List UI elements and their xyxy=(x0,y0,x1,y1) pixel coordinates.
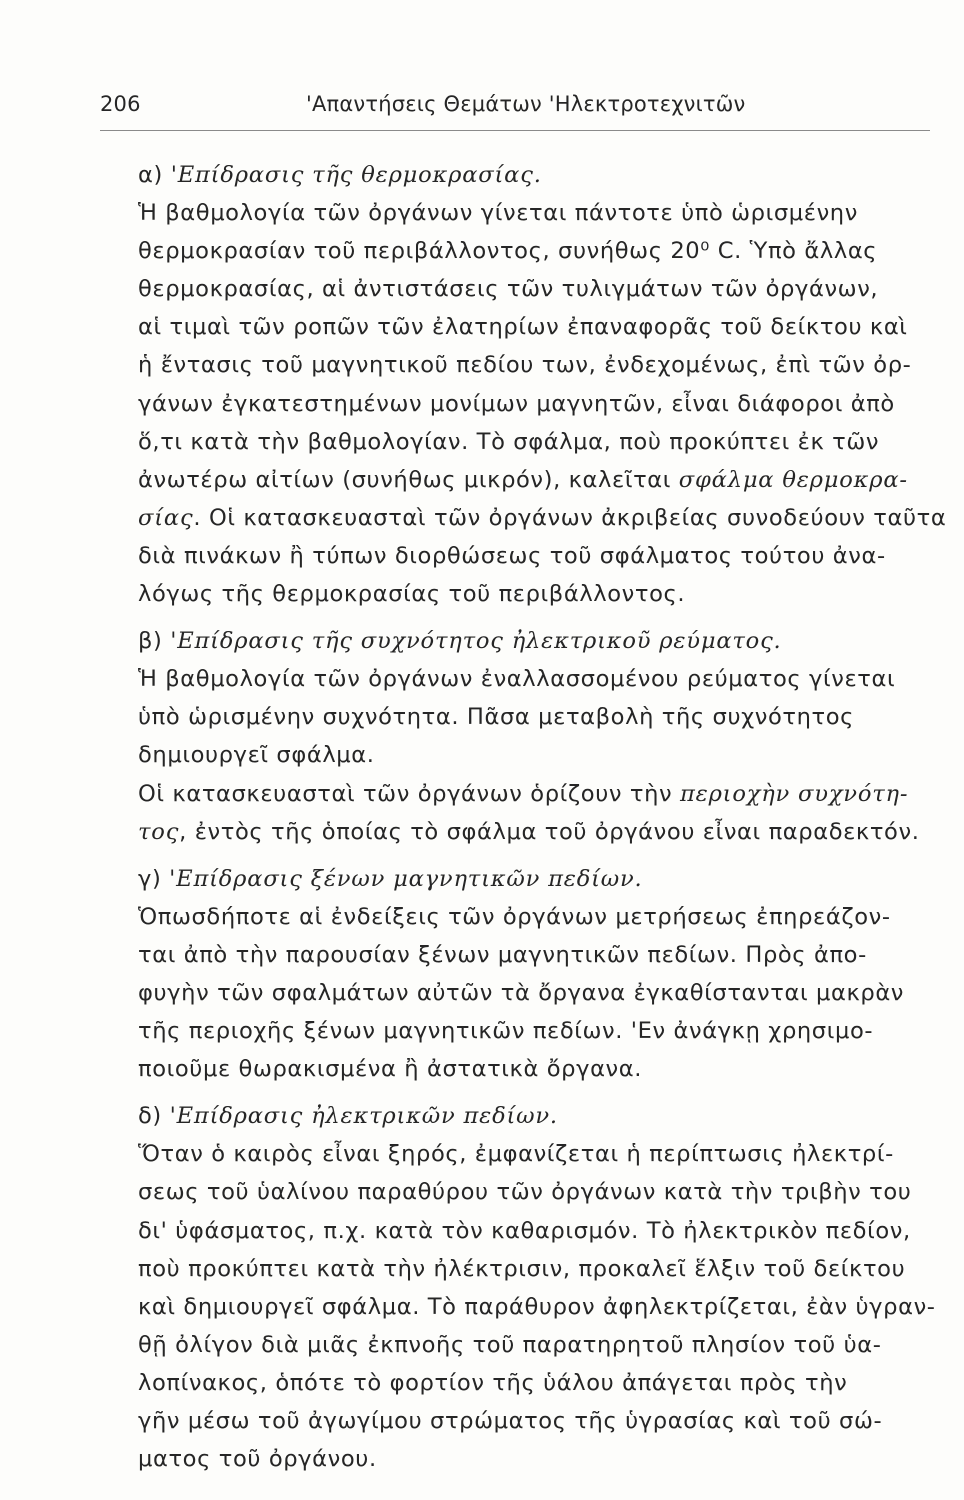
paragraph-line: δι' ὑφάσματος, π.χ. κατὰ τὸν καθαρισμόν. Τὸ ἠλεκτρικὸν πεδίον, xyxy=(138,1217,911,1244)
paragraph-line: λόγως τῆς θερμοκρασίας τοῦ περιβάλλοντος. xyxy=(138,581,686,608)
paragraph-line: ἡ ἔντασις τοῦ μαγνητικοῦ πεδίου των, ἐνδεχομένως, ἐπὶ τῶν ὀρ- xyxy=(138,352,912,379)
paragraph-line: σίας. Οἱ κατασκευασταὶ τῶν ὀργάνων ἀκριβείας συνοδεύουν ταῦτα xyxy=(138,504,947,531)
running-title: 'Απαντήσεις Θεμάτων 'Ηλεκτροτεχνιτῶν xyxy=(306,92,746,116)
paragraph-line: Ὅταν ὁ καιρὸς εἶναι ξηρός, ἐμφανίζεται ἡ περίπτωσις ἠλεκτρί- xyxy=(138,1141,894,1168)
header-rule xyxy=(100,130,930,131)
paragraph-line: ματος τοῦ ὀργάνου. xyxy=(138,1446,377,1473)
running-header xyxy=(100,92,930,126)
paragraph-line: ὑπὸ ὡρισμένην συχνότητα. Πᾶσα μεταβολὴ τῆς συχνότητος xyxy=(138,704,855,731)
paragraph-line: λοπίνακος, ὁπότε τὸ φορτίον τῆς ὑάλου ἀπάγεται πρὸς τὴν xyxy=(138,1369,848,1396)
paragraph-line: ποὺ προκύπτει κατὰ τὴν ἠλέκτρισιν, προκαλεῖ ἕλξιν τοῦ δείκτου xyxy=(138,1255,906,1282)
paragraph-line: αἱ τιμαὶ τῶν ροπῶν τῶν ἐλατηρίων ἐπαναφορᾶς τοῦ δείκτου καὶ xyxy=(138,314,908,341)
paragraph-line: Ἡ βαθμολογία τῶν ὀργάνων γίνεται πάντοτε ὑπὸ ὡρισμένην xyxy=(138,200,858,227)
page-body xyxy=(138,156,947,1478)
paragraph-line: Οἱ κατασκευασταὶ τῶν ὀργάνων ὁρίζουν τὴν περιοχὴν συχνότη- xyxy=(138,780,909,807)
italic-term: τος xyxy=(138,818,180,845)
paragraph-line: ποιοῦμε θωρακισμένα ἢ ἀστατικὰ ὄργανα. xyxy=(138,1056,643,1083)
italic-term: σίας xyxy=(138,504,194,531)
paragraph-line: ὅ,τι κατὰ τὴν βαθμολογίαν. Τὸ σφάλμα, ποὺ προκύπτει ἐκ τῶν xyxy=(138,428,880,455)
section-heading-delta: δ) 'Επίδρασις ἠλεκτρικῶν πεδίων. xyxy=(138,1103,558,1130)
paragraph-line: καὶ δημιουργεῖ σφάλμα. Τὸ παράθυρον ἀφηλεκτρίζεται, ἐὰν ὑγραν- xyxy=(138,1293,936,1320)
paragraph-line: γῆν μέσω τοῦ ἀγωγίμου στρώματος τῆς ὑγρασίας καὶ τοῦ σώ- xyxy=(138,1408,883,1434)
italic-term: περιοχὴν συχνότη- xyxy=(680,780,909,807)
paragraph-line: τος, ἐντὸς τῆς ὁποίας τὸ σφάλμα τοῦ ὀργάνου εἶναι παραδεκτόν. xyxy=(138,818,920,845)
paragraph-line: ἀνωτέρω αἰτίων (συνήθως μικρόν), καλεῖται σφάλμα θερμοκρα- xyxy=(138,466,908,493)
paragraph-line: διὰ πινάκων ἢ τύπων διορθώσεως τοῦ σφάλματος τούτου ἀνα- xyxy=(138,542,886,569)
paragraph-line: σεως τοῦ ὑαλίνου παραθύρου τῶν ὀργάνων κατὰ τὴν τριβὴν του xyxy=(138,1179,912,1206)
paragraph-line: θερμοκρασίαν τοῦ περιβάλλοντος, συνήθως 20⁰ C. Ὑπὸ ἄλλας xyxy=(138,238,878,265)
paragraph-line: Ἡ βαθμολογία τῶν ὀργάνων ἐναλλασσομένου ρεύματος γίνεται xyxy=(138,666,896,693)
paragraph-line: Ὁπωσδήποτε αἱ ἐνδείξεις τῶν ὀργάνων μετρήσεως ἐπηρεάζον- xyxy=(138,903,891,930)
section-heading-alpha: α) 'Επίδρασις τῆς θερμοκρασίας. xyxy=(138,162,542,188)
section-heading-beta: β) 'Επίδρασις τῆς συχνότητος ἠλεκτρικοῦ ρεύματος. xyxy=(138,628,782,655)
paragraph-line: φυγὴν τῶν σφαλμάτων αὐτῶν τὰ ὄργανα ἐγκαθίστανται μακρὰν xyxy=(138,979,905,1006)
paragraph-line: ται ἀπὸ τὴν παρουσίαν ξένων μαγνητικῶν πεδίων. Πρὸς ἀπο- xyxy=(138,941,867,968)
page-number: 206 xyxy=(100,92,141,116)
paragraph-line: τῆς περιοχῆς ξένων μαγνητικῶν πεδίων. 'Εν ἀνάγκῃ χρησιμο- xyxy=(138,1018,874,1045)
paragraph-line: θῇ ὀλίγον διὰ μιᾶς ἐκπνοῆς τοῦ παρατηρητοῦ πλησίον τοῦ ὑα- xyxy=(138,1331,882,1358)
paragraph-line: θερμοκρασίας, αἱ ἀντιστάσεις τῶν τυλιγμάτων τῶν ὀργάνων, xyxy=(138,276,879,303)
section-heading-gamma: γ) 'Επίδρασις ξένων μαγνητικῶν πεδίων. xyxy=(138,865,643,892)
italic-term: σφάλμα θερμοκρα- xyxy=(678,466,908,493)
paragraph-line: δημιουργεῖ σφάλμα. xyxy=(138,742,375,769)
paragraph-line: γάνων ἐγκατεστημένων μονίμων μαγνητῶν, εἶναι διάφοροι ἀπὸ xyxy=(138,390,895,417)
